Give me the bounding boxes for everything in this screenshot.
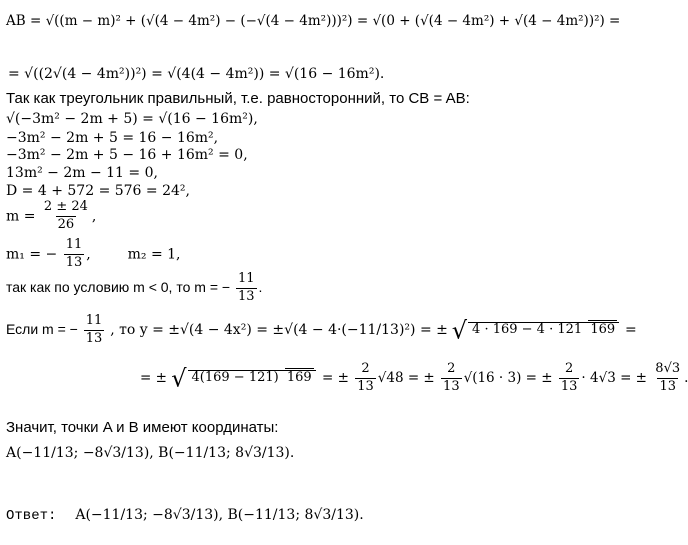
y-radicand-num: 4 · 169 − 4 · 121 — [472, 322, 583, 338]
ab-simplified: = √((2√(4 − 4m²))²) = √(4(4 − 4m²)) = √(16 − 16m²). — [8, 66, 385, 82]
radicand-2 — [188, 370, 316, 386]
f4d: 13 — [659, 378, 676, 394]
condition-text: так как по условию m < 0, то m = − — [6, 279, 231, 296]
m-chosen-num: 11 — [237, 271, 255, 286]
line-14 — [6, 420, 278, 435]
ab-expression: AB = √((m − m)² + (√(4 − 4m²) − (−√(4 − 4m²)))²) = √(0 + (√(4 − 4m²) + √(4 − 4m²))²) = — [6, 13, 621, 29]
f3n: 2 — [565, 361, 574, 376]
m1-num: 11 — [65, 237, 83, 252]
y-radicand-den: 169 — [590, 322, 616, 338]
times-4sqrt3: · 4√3 = ± — [581, 369, 647, 386]
pm-2: = ± — [321, 369, 349, 386]
quadratic-equation: 13m² − 2m − 11 = 0, — [6, 165, 158, 181]
f3d: 13 — [560, 378, 578, 394]
roots-fraction — [42, 200, 90, 233]
end-dot: . — [684, 369, 688, 386]
m1-den: 13 — [65, 254, 83, 270]
m1-fraction — [64, 238, 85, 271]
x-den: 13 — [85, 330, 103, 346]
roots-numerator: 2 ± 24 — [43, 199, 88, 214]
m-chosen-den: 13 — [237, 288, 255, 304]
line-7 — [6, 166, 158, 180]
discriminant: D = 4 + 572 = 576 = 24², — [6, 183, 190, 199]
cb-equals-ab: √(−3m² − 2m + 5) = √(16 − 16m²), — [6, 111, 258, 127]
f4n: 8√3 — [655, 361, 681, 376]
line-3-statement — [6, 91, 470, 106]
sqrt-sign: √ — [451, 316, 468, 345]
roots-denominator: 26 — [57, 216, 75, 232]
line-15 — [6, 446, 294, 460]
f1n: 2 — [361, 361, 370, 376]
answer-label: Ответ: — [6, 508, 57, 524]
line-5 — [6, 131, 218, 145]
pm-start: = ± — [140, 369, 167, 386]
f2d: 13 — [443, 378, 460, 394]
frac-2-13-b — [441, 362, 462, 395]
sqrt48: √48 = ± — [377, 369, 435, 386]
m-chosen-fraction — [236, 272, 257, 305]
x-num: 11 — [85, 313, 103, 328]
m1-label: m₁ = − — [6, 246, 58, 263]
frac-8sqrt3-13 — [653, 362, 682, 395]
sqrt-sign-2: √ — [171, 364, 187, 393]
radicand-2-den: 169 — [286, 370, 312, 386]
m-lhs: m = — [6, 208, 36, 225]
f1d: 13 — [357, 378, 374, 394]
sqrt16x3: √(16 · 3) = ± — [463, 369, 553, 386]
equation-step-2: −3m² − 2m + 5 − 16 + 16m² = 0, — [6, 147, 248, 163]
line-2 — [8, 67, 384, 81]
x-fraction — [84, 314, 105, 347]
f2n: 2 — [447, 361, 456, 376]
frac-2-13-c — [559, 362, 580, 395]
line-8 — [6, 184, 190, 198]
m1-sep: , — [86, 246, 91, 263]
triangle-statement: Так как треугольник правильный, т.е. равносторонний, то CB = AB: — [6, 90, 470, 107]
line-12-equals: = — [625, 322, 637, 339]
line-11: так как по условию m < 0, то m = − $\frac{11}{13}$ . — [6, 271, 263, 304]
line-12 — [6, 314, 637, 347]
line-9: m = $\frac{2 \pm 24}{26}$ , — [6, 199, 97, 232]
line-16 — [6, 508, 364, 523]
frac-2-13-a — [355, 362, 376, 395]
radicand-2-num: 4(169 − 121) — [191, 370, 279, 386]
line-1 — [6, 14, 620, 29]
if-clause: Если m = − — [6, 321, 78, 338]
equation-step-1: −3m² − 2m + 5 = 16 − 16m², — [6, 130, 219, 146]
answer-coordinates: A(−11/13; −8√3/13), B(−11/13; 8√3/13). — [75, 507, 364, 523]
line-10 — [6, 238, 181, 271]
coordinates: A(−11/13; −8√3/13), B(−11/13; 8√3/13). — [6, 445, 295, 461]
m2-value: m₂ = 1, — [127, 246, 181, 263]
y-expression: , то y = ±√(4 − 4x²) = ±√(4 − 4·(−11/13)²) = ± — [110, 322, 448, 339]
line-13 — [140, 362, 688, 395]
line-4 — [6, 112, 258, 126]
line-6 — [6, 148, 248, 162]
y-radicand-fraction — [468, 322, 619, 338]
conclusion-text: Значит, точки A и B имеют координаты: — [6, 419, 279, 436]
